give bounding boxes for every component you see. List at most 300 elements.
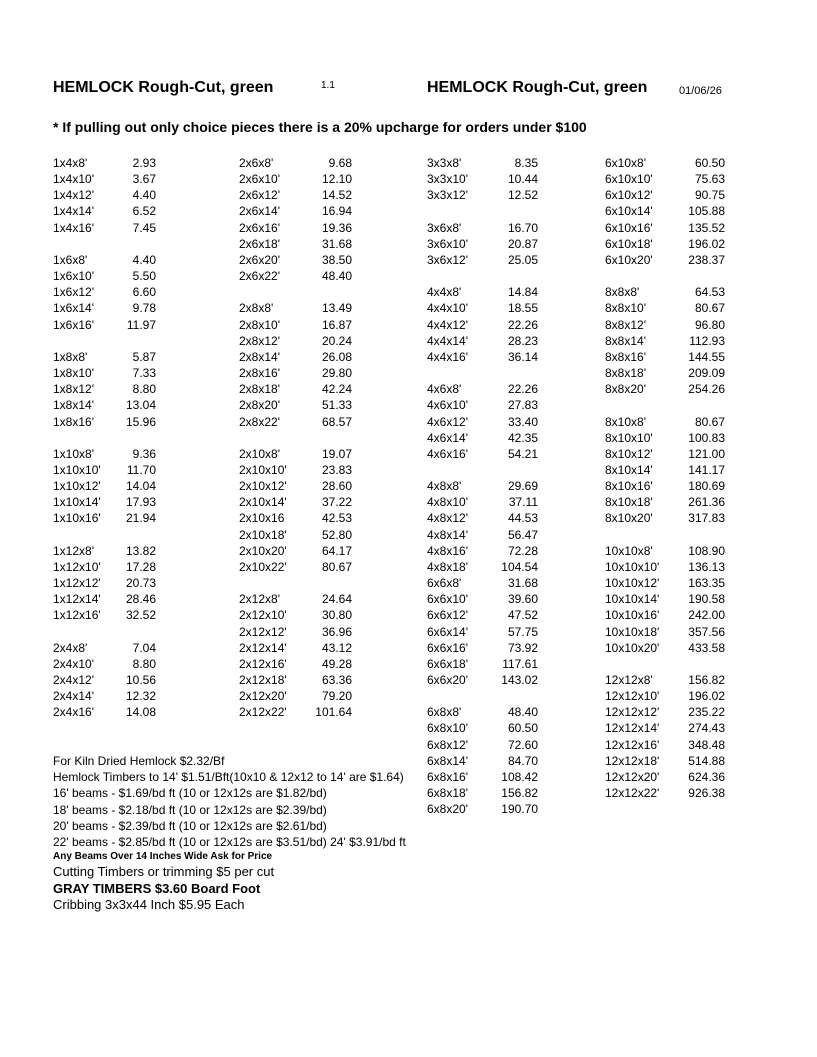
price-row — [427, 624, 538, 640]
lumber-size: 4x8x14' — [427, 527, 468, 542]
lumber-size: 6x8x20' — [427, 802, 468, 817]
price-row — [239, 349, 352, 365]
price-row — [427, 704, 538, 720]
lumber-size: 6x10x12' — [605, 188, 653, 203]
beams-20-note: 20' beams - $2.39/bd ft (10 or 12x12s are $2.61/bd) — [53, 818, 327, 833]
lumber-price: 38.50 — [321, 252, 352, 267]
lumber-size: 6x6x12' — [427, 608, 468, 623]
notice: * If pulling out only choice pieces there is a 20% upcharge for orders under $100 — [53, 119, 587, 135]
price-row — [239, 187, 352, 203]
price-row — [239, 284, 352, 300]
lumber-size: 4x4x8' — [427, 285, 462, 300]
lumber-price: 15.96 — [125, 414, 156, 429]
price-row — [605, 155, 725, 171]
price-row — [427, 769, 538, 785]
price-row — [605, 236, 725, 252]
lumber-size: 2x12x10' — [239, 608, 287, 623]
lumber-price: 5.87 — [132, 349, 156, 364]
lumber-size: 4x6x14' — [427, 430, 468, 445]
lumber-price: 4.40 — [132, 252, 156, 267]
lumber-price: 51.33 — [321, 398, 352, 413]
lumber-size: 1x6x12' — [53, 285, 94, 300]
lumber-size: 6x10x8' — [605, 156, 646, 170]
lumber-price: 117.61 — [502, 656, 538, 671]
price-row — [53, 624, 156, 640]
lumber-size: 2x6x12' — [239, 188, 280, 203]
lumber-price: 68.57 — [321, 414, 352, 429]
lumber-price: 96.80 — [694, 317, 725, 332]
lumber-size: 8x8x20' — [605, 382, 646, 397]
lumber-price: 180.69 — [688, 479, 725, 494]
price-row — [427, 155, 538, 171]
lumber-size: 3x6x10' — [427, 236, 468, 251]
lumber-price: 9.36 — [132, 446, 156, 461]
price-row — [53, 268, 156, 284]
lumber-price: 30.80 — [321, 608, 352, 623]
lumber-price: 63.36 — [321, 673, 352, 687]
lumber-size: 12x12x8' — [605, 673, 653, 687]
lumber-price: 33.40 — [507, 414, 538, 429]
lumber-price: 16.70 — [507, 220, 538, 235]
lumber-size: 2x10x10' — [239, 462, 287, 477]
lumber-size: 12x12x20' — [605, 769, 660, 784]
lumber-price: 26.08 — [321, 349, 352, 364]
beams-16-note: 16' beams - $1.69/bd ft (10 or 12x12s are $1.82/bd) — [53, 786, 327, 801]
price-row — [53, 543, 156, 559]
lumber-price: 235.22 — [688, 705, 725, 720]
lumber-size: 1x6x8' — [53, 252, 88, 267]
lumber-price: 20.24 — [321, 333, 352, 348]
price-row — [239, 220, 352, 236]
lumber-size: 6x8x10' — [427, 721, 468, 736]
lumber-size: 2x12x20' — [239, 689, 287, 704]
lumber-size: 2x12x18' — [239, 673, 287, 687]
lumber-size: 6x8x14' — [427, 753, 468, 768]
lumber-price: 36.96 — [321, 624, 352, 639]
price-row — [427, 688, 538, 704]
price-row — [239, 640, 352, 656]
price-row — [605, 527, 725, 543]
lumber-size: 8x8x8' — [605, 285, 640, 300]
lumber-price: 27.83 — [507, 398, 538, 413]
lumber-size: 12x12x12' — [605, 705, 660, 720]
lumber-size: 3x3x10' — [427, 172, 468, 187]
cribbing-note: Cribbing 3x3x44 Inch $5.95 Each — [53, 897, 245, 913]
price-row — [605, 720, 725, 736]
price-row — [427, 171, 538, 187]
price-row — [605, 559, 725, 575]
lumber-size: 2x10x8' — [239, 446, 280, 461]
lumber-price: 190.70 — [501, 802, 538, 817]
price-row — [239, 381, 352, 397]
price-row — [53, 478, 156, 494]
price-row — [53, 381, 156, 397]
price-row — [53, 333, 156, 349]
lumber-size: 6x8x8' — [427, 705, 462, 720]
price-row — [605, 268, 725, 284]
lumber-price: 3.67 — [132, 172, 156, 187]
lumber-size: 2x4x16' — [53, 705, 94, 720]
price-row — [427, 414, 538, 430]
price-row — [427, 446, 538, 462]
lumber-price: 156.82 — [501, 786, 538, 801]
price-row — [605, 187, 725, 203]
price-row — [427, 720, 538, 736]
lumber-size: 12x12x22' — [605, 786, 660, 801]
lumber-size: 2x12x22' — [239, 705, 287, 720]
price-row — [427, 575, 538, 591]
price-row — [427, 640, 538, 656]
lumber-price: 16.87 — [321, 317, 352, 332]
price-row — [53, 430, 156, 446]
price-row — [605, 171, 725, 187]
lumber-price: 357.56 — [688, 624, 725, 639]
lumber-size: 3x6x8' — [427, 220, 462, 235]
lumber-size: 6x10x20' — [605, 252, 653, 267]
lumber-price: 2.93 — [132, 156, 156, 170]
lumber-price: 144.55 — [688, 349, 725, 364]
lumber-price: 28.23 — [507, 333, 538, 348]
price-row — [53, 220, 156, 236]
lumber-price: 75.63 — [694, 172, 725, 187]
lumber-price: 12.32 — [125, 689, 156, 704]
price-row — [53, 462, 156, 478]
lumber-price: 108.90 — [688, 543, 725, 558]
price-row — [605, 349, 725, 365]
price-row — [53, 510, 156, 526]
lumber-size: 2x8x20' — [239, 398, 280, 413]
lumber-size: 8x10x14' — [605, 462, 653, 477]
price-row — [239, 591, 352, 607]
price-row — [605, 656, 725, 672]
price-row — [239, 510, 352, 526]
price-row — [239, 494, 352, 510]
lumber-size: 4x8x18' — [427, 559, 468, 574]
lumber-price: 136.13 — [688, 559, 725, 574]
lumber-price: 14.08 — [125, 705, 156, 720]
price-row — [605, 607, 725, 623]
price-row — [605, 494, 725, 510]
lumber-price: 79.20 — [321, 689, 352, 704]
lumber-price: 80.67 — [321, 559, 352, 574]
lumber-size: 4x4x16' — [427, 349, 468, 364]
lumber-price: 624.36 — [688, 769, 725, 784]
lumber-size: 1x10x8' — [53, 446, 94, 461]
price-row — [239, 397, 352, 413]
lumber-price: 196.02 — [688, 236, 725, 251]
lumber-price: 22.26 — [507, 382, 538, 397]
cutting-note: Cutting Timbers or trimming $5 per cut — [53, 864, 275, 880]
price-row — [53, 446, 156, 462]
lumber-size: 2x6x8' — [239, 156, 274, 170]
price-row — [605, 640, 725, 656]
lumber-size: 8x8x18' — [605, 366, 646, 381]
price-row — [605, 478, 725, 494]
price-row — [239, 672, 352, 688]
price-row — [605, 317, 725, 333]
price-row — [53, 559, 156, 575]
lumber-size: 2x4x14' — [53, 689, 94, 704]
price-row — [239, 575, 352, 591]
price-row — [53, 527, 156, 543]
price-column-3 — [427, 155, 538, 817]
price-row — [427, 494, 538, 510]
lumber-size: 2x10x14' — [239, 495, 287, 510]
lumber-price: 90.75 — [694, 188, 725, 203]
lumber-size: 1x6x14' — [53, 301, 94, 316]
lumber-size: 2x10x22' — [239, 559, 287, 574]
lumber-price: 12.10 — [321, 172, 352, 187]
price-row — [239, 333, 352, 349]
price-row — [53, 494, 156, 510]
lumber-price: 42.53 — [321, 511, 352, 526]
lumber-size: 2x6x20' — [239, 252, 280, 267]
lumber-size: 2x8x10' — [239, 317, 280, 332]
lumber-price: 926.38 — [688, 786, 725, 801]
price-row — [605, 753, 725, 769]
lumber-price: 52.80 — [321, 527, 352, 542]
price-row — [427, 510, 538, 526]
lumber-price: 143.02 — [501, 673, 538, 687]
lumber-size: 6x6x18' — [427, 656, 468, 671]
price-row — [605, 414, 725, 430]
lumber-size: 1x4x8' — [53, 156, 88, 170]
lumber-size: 2x4x10' — [53, 656, 94, 671]
lumber-price: 7.45 — [132, 220, 156, 235]
price-row — [427, 397, 538, 413]
lumber-price: 36.14 — [507, 349, 538, 364]
lumber-price: 48.40 — [321, 269, 352, 284]
price-row — [605, 688, 725, 704]
lumber-size: 6x10x14' — [605, 204, 653, 219]
price-row — [605, 704, 725, 720]
price-row — [53, 300, 156, 316]
lumber-price: 21.94 — [125, 511, 156, 526]
price-row — [605, 252, 725, 268]
lumber-price: 64.53 — [694, 285, 725, 300]
lumber-size: 1x6x16' — [53, 317, 94, 332]
price-row — [239, 559, 352, 575]
price-row — [605, 365, 725, 381]
price-row — [239, 527, 352, 543]
lumber-size: 4x8x12' — [427, 511, 468, 526]
lumber-price: 84.70 — [507, 753, 538, 768]
price-column-4 — [605, 155, 725, 801]
lumber-price: 12.52 — [507, 188, 538, 203]
lumber-price: 348.48 — [688, 737, 725, 752]
lumber-size: 8x10x16' — [605, 479, 653, 494]
price-row — [53, 155, 156, 171]
lumber-price: 135.52 — [688, 220, 725, 235]
price-row — [605, 510, 725, 526]
lumber-size: 1x12x10' — [53, 559, 101, 574]
lumber-size: 2x12x16' — [239, 656, 287, 671]
lumber-price: 104.54 — [501, 559, 538, 574]
price-column-1 — [53, 155, 156, 720]
lumber-price: 14.84 — [507, 285, 538, 300]
lumber-size: 8x10x8' — [605, 414, 646, 429]
lumber-size: 4x4x12' — [427, 317, 468, 332]
price-row — [427, 527, 538, 543]
lumber-price: 18.55 — [507, 301, 538, 316]
lumber-price: 37.22 — [321, 495, 352, 510]
lumber-size: 6x6x10' — [427, 592, 468, 607]
lumber-size: 2x8x14' — [239, 349, 280, 364]
price-row — [239, 300, 352, 316]
lumber-size: 3x3x8' — [427, 156, 462, 170]
lumber-price: 20.73 — [125, 576, 156, 591]
price-row — [239, 446, 352, 462]
lumber-price: 5.50 — [132, 269, 156, 284]
price-row — [53, 284, 156, 300]
lumber-size: 6x8x16' — [427, 769, 468, 784]
lumber-price: 105.88 — [688, 204, 725, 219]
price-row — [427, 365, 538, 381]
lumber-price: 101.64 — [315, 705, 352, 720]
lumber-price: 7.04 — [132, 640, 156, 655]
price-row — [605, 543, 725, 559]
price-row — [239, 607, 352, 623]
lumber-size: 10x10x18' — [605, 624, 660, 639]
lumber-size: 8x10x12' — [605, 446, 653, 461]
lumber-price: 57.75 — [507, 624, 538, 639]
lumber-price: 17.28 — [125, 559, 156, 574]
lumber-size: 8x10x20' — [605, 511, 653, 526]
price-row — [53, 672, 156, 688]
lumber-price: 42.24 — [321, 382, 352, 397]
price-row — [239, 543, 352, 559]
price-row — [239, 462, 352, 478]
lumber-size: 4x6x12' — [427, 414, 468, 429]
lumber-price: 196.02 — [688, 689, 725, 704]
lumber-size: 4x6x10' — [427, 398, 468, 413]
lumber-price: 44.53 — [507, 511, 538, 526]
lumber-price: 13.82 — [125, 543, 156, 558]
price-row — [427, 462, 538, 478]
footer-notes — [53, 753, 406, 913]
price-row — [605, 769, 725, 785]
lumber-price: 238.37 — [688, 252, 725, 267]
price-row — [239, 656, 352, 672]
lumber-price: 19.07 — [321, 446, 352, 461]
price-row — [53, 252, 156, 268]
lumber-size: 3x3x12' — [427, 188, 468, 203]
lumber-size: 1x4x12' — [53, 188, 94, 203]
lumber-price: 43.12 — [321, 640, 352, 655]
lumber-size: 4x6x8' — [427, 382, 462, 397]
lumber-price: 100.83 — [688, 430, 725, 445]
lumber-price: 28.60 — [321, 479, 352, 494]
lumber-price: 20.87 — [507, 236, 538, 251]
price-row — [53, 171, 156, 187]
lumber-size: 1x12x8' — [53, 543, 94, 558]
lumber-price: 9.68 — [328, 156, 352, 170]
lumber-size: 6x6x16' — [427, 640, 468, 655]
price-row — [427, 203, 538, 219]
lumber-price: 11.97 — [126, 317, 156, 332]
timbers-note: Hemlock Timbers to 14' $1.51/Bft(10x10 & 12x12 to 14' are $1.64) — [53, 770, 404, 785]
lumber-size: 1x10x12' — [53, 479, 101, 494]
lumber-price: 13.04 — [125, 398, 156, 413]
title-left: HEMLOCK Rough-Cut, green — [53, 79, 274, 96]
title-right: HEMLOCK Rough-Cut, green — [427, 79, 648, 96]
lumber-size: 12x12x10' — [605, 689, 660, 704]
lumber-price: 9.78 — [132, 301, 156, 316]
lumber-size: 1x8x10' — [53, 366, 94, 381]
lumber-size: 2x6x16' — [239, 220, 280, 235]
price-row — [427, 737, 538, 753]
lumber-price: 8.35 — [514, 156, 538, 170]
price-row — [53, 349, 156, 365]
lumber-size: 8x10x10' — [605, 430, 653, 445]
lumber-size: 2x10x18' — [239, 527, 287, 542]
lumber-size: 2x6x10' — [239, 172, 280, 187]
lumber-size: 12x12x18' — [605, 753, 660, 768]
lumber-size: 1x8x14' — [53, 398, 94, 413]
price-row — [427, 284, 538, 300]
lumber-price: 6.60 — [132, 285, 156, 300]
price-row — [427, 656, 538, 672]
lumber-size: 8x10x18' — [605, 495, 653, 510]
price-row — [427, 607, 538, 623]
lumber-size: 2x8x12' — [239, 333, 280, 348]
price-row — [239, 155, 352, 171]
lumber-size: 8x8x16' — [605, 349, 646, 364]
lumber-size: 4x8x16' — [427, 543, 468, 558]
lumber-size: 2x10x16 — [239, 511, 285, 526]
lumber-size: 2x8x18' — [239, 382, 280, 397]
lumber-price: 317.83 — [688, 511, 725, 526]
lumber-size: 6x8x12' — [427, 737, 468, 752]
price-row — [53, 397, 156, 413]
lumber-price: 10.44 — [507, 172, 538, 187]
price-row — [605, 591, 725, 607]
price-row — [53, 656, 156, 672]
lumber-size: 1x10x16' — [53, 511, 101, 526]
lumber-price: 14.52 — [321, 188, 352, 203]
price-row — [605, 284, 725, 300]
price-row — [427, 268, 538, 284]
price-row — [239, 688, 352, 704]
version-label: 1.1 — [321, 80, 335, 91]
price-row — [427, 300, 538, 316]
gray-timbers-note: GRAY TIMBERS $3.60 Board Foot — [53, 881, 261, 897]
lumber-size: 3x6x12' — [427, 252, 468, 267]
lumber-price: 17.93 — [125, 495, 156, 510]
price-column-2 — [239, 155, 352, 720]
price-row — [239, 365, 352, 381]
lumber-price: 23.83 — [321, 462, 352, 477]
lumber-price: 72.28 — [507, 543, 538, 558]
lumber-size: 1x8x8' — [53, 349, 88, 364]
lumber-price: 25.05 — [507, 252, 538, 267]
price-row — [605, 737, 725, 753]
lumber-size: 2x6x22' — [239, 269, 280, 284]
price-row — [605, 575, 725, 591]
price-row — [427, 333, 538, 349]
lumber-price: 11.70 — [126, 462, 156, 477]
price-row — [53, 704, 156, 720]
lumber-size: 10x10x16' — [605, 608, 660, 623]
price-row — [427, 252, 538, 268]
lumber-price: 10.56 — [125, 673, 156, 687]
lumber-price: 28.46 — [125, 592, 156, 607]
lumber-price: 80.67 — [694, 301, 725, 316]
lumber-price: 514.88 — [688, 753, 725, 768]
price-row — [53, 203, 156, 219]
lumber-price: 8.80 — [132, 382, 156, 397]
price-row — [239, 430, 352, 446]
